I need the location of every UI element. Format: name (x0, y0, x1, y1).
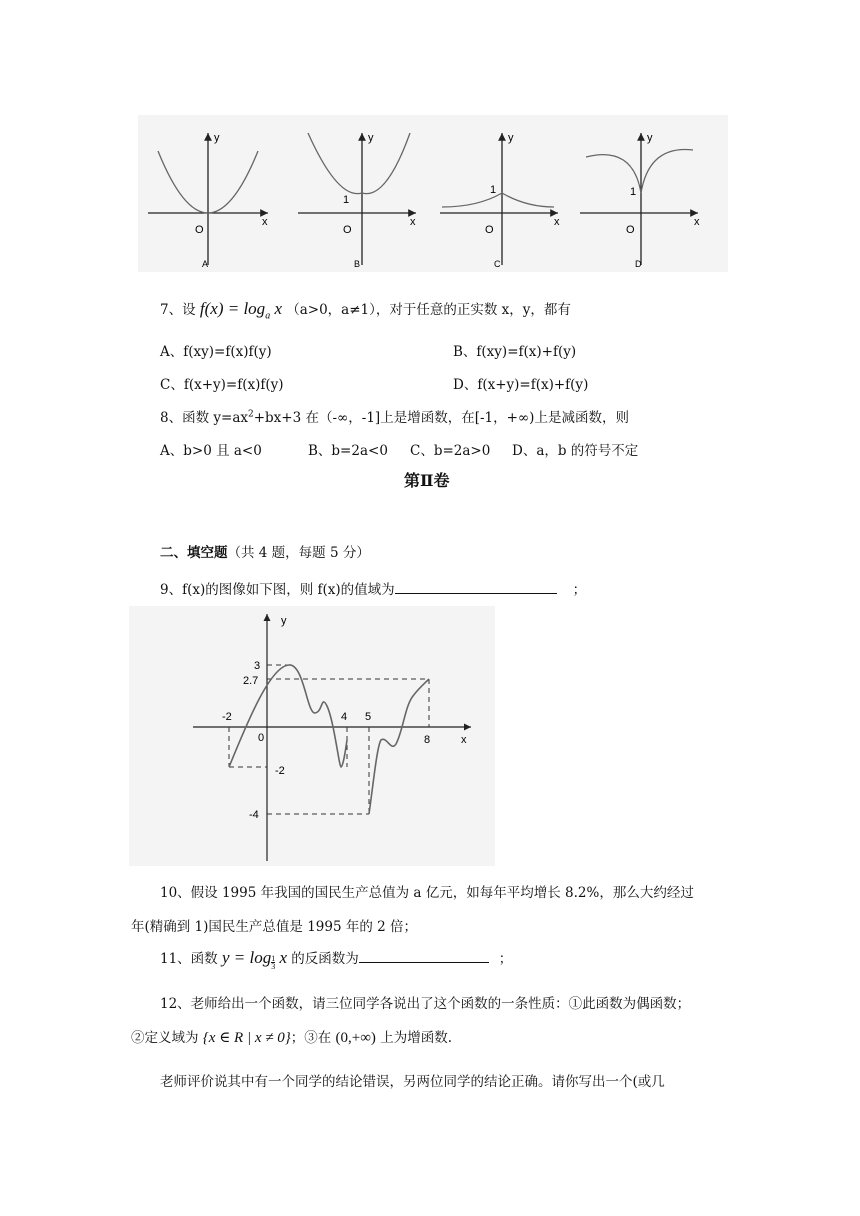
q9-fig-label-8: 8 (424, 734, 431, 746)
graph-d-caption: D (635, 259, 642, 269)
graph-b-y-label: y (368, 132, 374, 144)
q7-formula: f(x) = log (199, 299, 266, 318)
graph-b-caption: B (354, 259, 361, 269)
graph-a-origin: O (195, 224, 204, 236)
graph-c-origin: O (485, 224, 494, 236)
q9-fig-origin: 0 (258, 732, 265, 744)
section-title: 第Ⅱ卷 (404, 471, 450, 490)
graph-c (440, 132, 560, 269)
graph-c-x-label: x (554, 216, 560, 228)
graph-c-caption: C (494, 259, 501, 269)
part2-heading-note: （共 4 题，每题 5 分） (227, 545, 370, 561)
graph-a-y-label: y (214, 132, 220, 144)
q10-line1: 10、假设 1995 年我国的国民生产总值为 a 亿元，如每年平均增长 8.2%，那么大约经过 (160, 885, 694, 901)
q12-line1: 12、老师给出一个函数，请三位同学各说出了这个函数的一条性质：①此函数为偶函数； (160, 996, 691, 1012)
graph-a-caption: A (202, 259, 209, 269)
part2-heading-title: 二、填空题 (160, 545, 228, 561)
graph-c-one: 1 (490, 184, 497, 196)
q7-stem (160, 298, 571, 321)
q11-answer-blank[interactable] (359, 949, 489, 963)
q9-fig-label-4: 4 (341, 711, 348, 723)
q12-line2-b: ；③在 (290, 1030, 332, 1046)
q11-stem (160, 947, 512, 970)
graph-a (148, 132, 268, 269)
q11-prefix: 11、函数 (160, 951, 218, 967)
q9-fig-label-minus4: -4 (249, 809, 259, 821)
q7-formula-var: x (274, 299, 282, 318)
graph-d (580, 132, 700, 269)
q9-answer-blank[interactable] (395, 580, 557, 594)
q8-stem-pre: 8、函数 y=ax (160, 410, 248, 426)
graph-b-origin: O (343, 224, 352, 236)
q7-suffix: （a>0，a≠1），对于任意的正实数 x，y，都有 (286, 302, 571, 318)
q9-stem (160, 578, 586, 598)
q11-suffix: 的反函数为 (291, 951, 359, 967)
graph-d-x-label: x (694, 216, 700, 228)
part2-heading (160, 541, 370, 561)
q11-base-denominator: 3 (271, 962, 276, 971)
q9-function-graph (129, 606, 495, 866)
q7-option-c: C、f(x+y)=f(x)f(y) (160, 377, 284, 393)
q12-line2-a: ②定义域为 (131, 1030, 199, 1046)
q7-option-d: D、f(x+y)=f(x)+f(y) (453, 377, 589, 393)
q8-option-b: B、b=2a<0 (308, 443, 388, 459)
graph-c-y-label: y (508, 132, 514, 144)
q10-line2: 年(精确到 1)国民生产总值是 1995 年的 2 倍； (131, 919, 418, 935)
q9-fig-label-y-minus2: -2 (275, 765, 285, 777)
q9-fig-label-3: 3 (254, 660, 261, 672)
q8-stem (160, 406, 629, 426)
graph-d-origin: O (626, 224, 635, 236)
q9-end: ； (572, 582, 587, 598)
q12-domain-set: {x ∈ R | x ≠ 0} (202, 1030, 291, 1046)
graph-a-x-label: x (262, 216, 268, 228)
q8-option-c: C、b=2a>0 (410, 443, 491, 459)
q9-stem-text: 9、f(x)的图像如下图，则 f(x)的值域为 (160, 582, 395, 598)
q12-interval: (0,+∞) (335, 1030, 376, 1046)
q9-fig-label-x-minus2: -2 (222, 711, 232, 723)
q8-option-d: D、a，b 的符号不定 (512, 443, 639, 459)
q9-fig-label-5: 5 (365, 711, 372, 723)
q12-line3: 老师评价说其中有一个同学的结论错误，另两位同学的结论正确。请你写出一个(或几 (160, 1074, 665, 1090)
q11-formula: y = log (221, 948, 272, 967)
q11-var: x (279, 948, 288, 967)
graph-b-x-label: x (410, 216, 416, 228)
q12-line2-c: 上为增函数. (380, 1030, 453, 1046)
q9-fig-y-label: y (281, 615, 287, 627)
q9-fig-label-2-7: 2.7 (243, 675, 259, 687)
q8-stem-post: +bx+3 在（-∞，-1]上是增函数，在[-1，+∞)上是减函数，则 (253, 410, 629, 426)
q8-option-a: A、b>0 且 a<0 (160, 443, 262, 459)
graph-d-y-label: y (647, 132, 653, 144)
q7-prefix: 7、设 (160, 302, 196, 318)
q11-base-numerator: 1 (271, 954, 276, 963)
q7-option-a: A、f(xy)=f(x)f(y) (160, 344, 272, 360)
q12-line2 (131, 1026, 452, 1047)
q7-formula-base: a (265, 310, 271, 322)
graph-b-one: 1 (343, 194, 350, 206)
option-graphs (138, 115, 728, 272)
q9-fig-x-label: x (461, 734, 467, 746)
q8-stem-sup: 2 (247, 409, 254, 420)
graph-b (298, 132, 416, 269)
q7-option-b: B、f(xy)=f(x)+f(y) (453, 344, 577, 360)
q11-end: ； (498, 951, 513, 967)
graph-d-one: 1 (630, 186, 637, 198)
